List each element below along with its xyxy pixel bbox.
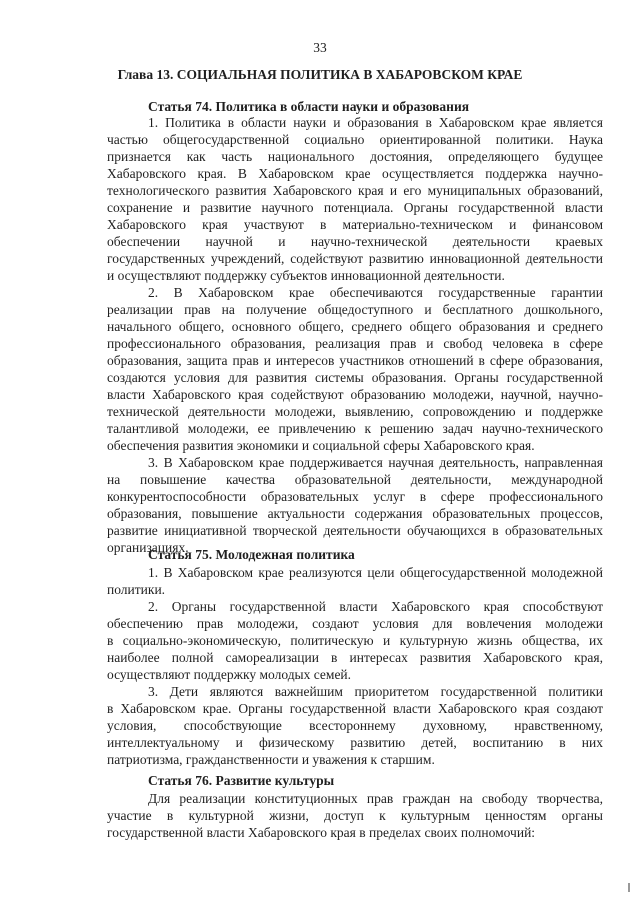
text-line: государственных учреждений, содействуют развитию инновационной деятельности: [107, 251, 603, 266]
text-line: Хабаровского края участвуют в материально-техническом и финансовом: [107, 217, 603, 232]
text-line: признается как часть национального достояния, определяющего будущее: [107, 149, 603, 164]
text-line: образования, защита прав и интересов участников отношений в сфере образования,: [107, 353, 603, 368]
text-line: 1. Политика в области науки и образования в Хабаровском крае является: [148, 115, 603, 130]
text-line: конкурентоспособности образовательных услуг в сфере профессионального: [107, 489, 603, 504]
text-line: на повышение качества образовательной деятельности, международной: [107, 472, 603, 487]
chapter-title: Глава 13. СОЦИАЛЬНАЯ ПОЛИТИКА В ХАБАРОВСКОМ КРАЕ: [117, 67, 523, 82]
text-line: 3. В Хабаровском крае поддерживается научная деятельность, направленная: [148, 455, 603, 470]
text-line: технической деятельности молодежи, выявлению, сопровождению и поддержке: [107, 404, 603, 419]
text-line: реализации прав на получение общедоступного и бесплатного дошкольного,: [107, 302, 603, 317]
text-line: создаются условия для развития системы образования. Органы государственной: [107, 370, 603, 385]
page-number: 33: [313, 40, 327, 55]
text-line: политики.: [107, 582, 166, 597]
article-74-title: Статья 74. Политика в области науки и образования: [148, 99, 470, 114]
text-line: обеспечению прав молодежи, создают условия для вовлечения молодежи: [107, 616, 603, 631]
text-line: 3. Дети являются важнейшим приоритетом государственной политики: [148, 684, 603, 699]
text-line: образования, повышение актуальности содержания образовательных процессов,: [107, 506, 603, 521]
text-line: участие в культурной жизни, доступ к культурным ценностям органы: [107, 808, 603, 823]
text-line: 1. В Хабаровском крае реализуются цели общегосударственной молодежной: [148, 565, 603, 580]
text-line: организациях.: [107, 540, 189, 555]
text-line: патриотизма, гражданственности и уважения к старшим.: [107, 752, 435, 767]
text-line: в Хабаровском крае. Органы государственной власти Хабаровского края создают: [107, 701, 603, 716]
text-line: и осуществляют поддержку субъектов инновационной деятельности.: [107, 268, 505, 283]
text-line: технологического развития Хабаровского края и его муниципальных образований,: [107, 183, 603, 198]
text-line: государственной власти Хабаровского края в пределах своих полномочий:: [107, 825, 536, 840]
text-line: осуществляют поддержку молодых семей.: [107, 667, 352, 682]
text-line: талантливой молодежи, ее привлечению к решению задач научно-технического: [107, 421, 603, 436]
article-75-title: Статья 75. Молодежная политика: [148, 547, 355, 562]
text-line: обеспечения развития экономики и социальной сферы Хабаровского края.: [107, 438, 535, 453]
text-line: власти Хабаровского края содействуют образованию молодежи, научной, научно-: [107, 387, 603, 402]
text-line: частью общегосударственной социально ориентированной политики. Наука: [107, 132, 603, 147]
text-line: развитие инициативной творческой деятельности обучающихся в образовательных: [107, 523, 603, 538]
text-line: 2. Органы государственной власти Хабаровского края способствуют: [148, 599, 603, 614]
text-line: начального общего, основного общего, среднего общего образования и среднего: [107, 319, 603, 334]
text-line: сохранение и развитие научного потенциала. Органы государственной власти: [107, 200, 603, 215]
text-line: наиболее полной самореализации в интересах развития Хабаровского края,: [107, 650, 603, 665]
scan-edge-mark: [628, 883, 630, 892]
text-line: Хабаровского края. В Хабаровском крае осуществляется поддержка научно-: [107, 166, 603, 181]
text-line: профессионального образования, реализация прав и свобод человека в сфере: [107, 336, 603, 351]
text-line: интеллектуальному и физическому развитию детей, воспитанию в них: [107, 735, 603, 750]
text-line: обеспечении научной и научно-технической деятельности краевых: [107, 234, 603, 249]
text-line: в социально-экономическую, политическую и культурную жизнь общества, их: [107, 633, 603, 648]
text-line: 2. В Хабаровском крае обеспечиваются государственные гарантии: [148, 285, 603, 300]
text-line: условия, способствующие всестороннему духовному, нравственному,: [107, 718, 603, 733]
article-76-title: Статья 76. Развитие культуры: [148, 773, 335, 788]
text-line: Для реализации конституционных прав граждан на свободу творчества,: [148, 791, 603, 806]
